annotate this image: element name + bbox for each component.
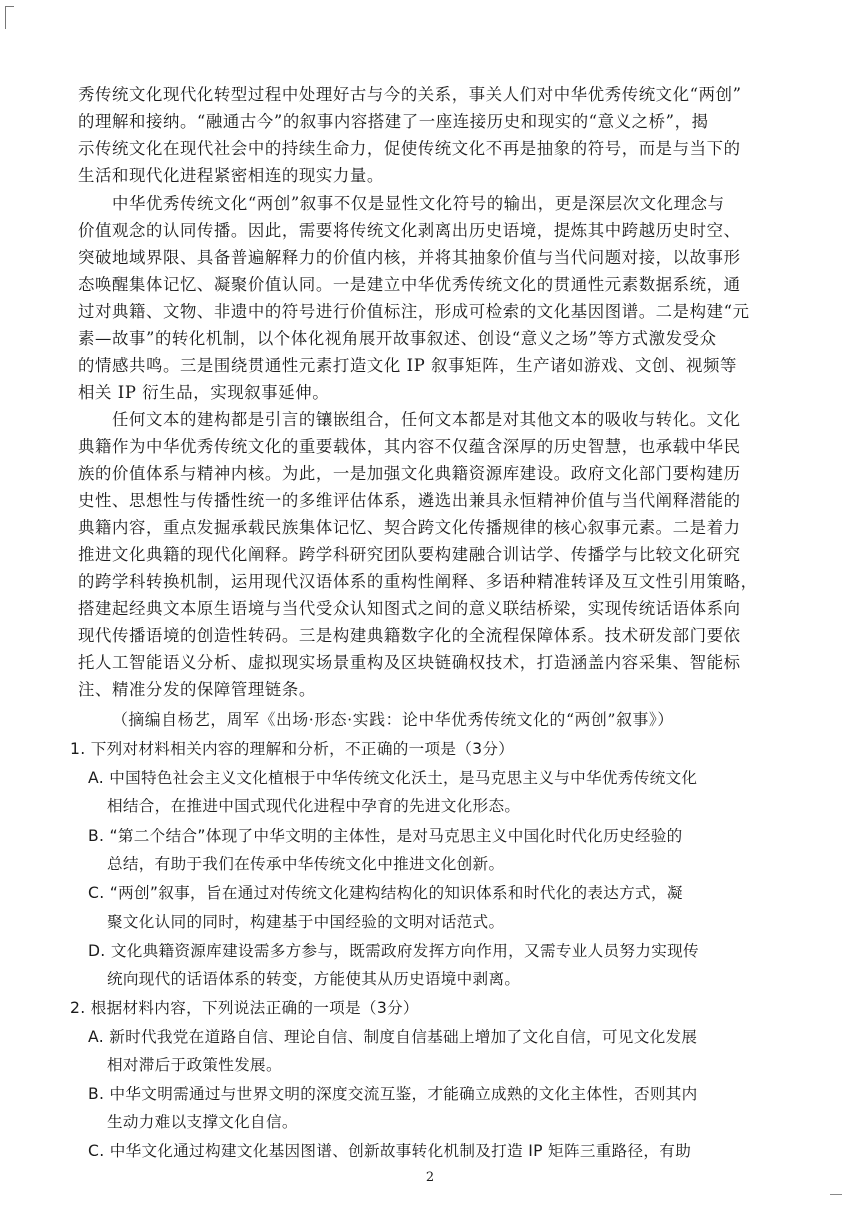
- passage-line: 态唤醒集体记忆、凝聚价值认同。一是建立中华优秀传统文化的贯通性元素数据系统，通: [78, 275, 741, 294]
- passage-line: 的跨学科转换机制，运用现代汉语体系的重构性阐释、多语种精准转译及互文性引用策略，: [78, 572, 758, 591]
- question-stem: 2. 根据材料内容，下列说法正确的一项是（3分）: [70, 999, 419, 1017]
- passage-line: 的理解和接纳。“融通古今”的叙事内容搭建了一座连接历史和现实的“意义之桥”，揭: [78, 112, 709, 131]
- passage-line: 价值观念的认同传播。因此，需要将传统文化剥离出历史语境，提炼其中跨越历史时空、: [78, 221, 741, 240]
- option-a-cont: 相结合，在推进中国式现代化进程中孕育的先进文化形态。: [107, 797, 521, 815]
- passage-line: 史性、思想性与传播性统一的多维评估体系，遴选出兼具永恒精神价值与当代阐释潜能的: [78, 491, 741, 510]
- passage-line: 托人工智能语义分析、虚拟现实场景重构及区块链确权技术，打造涵盖内容采集、智能标: [78, 653, 741, 672]
- passage-line: 典籍作为中华优秀传统文化的重要载体，其内容不仅蕴含深厚的历史智慧，也承载中华民: [78, 437, 741, 456]
- passage-line: 推进文化典籍的现代化阐释。跨学科研究团队要构建融合训诂学、传播学与比较文化研究: [78, 545, 741, 564]
- option-c: C. “两创”叙事，旨在通过对传统文化建构结构化的知识体系和时代化的表达方式，凝: [88, 884, 683, 902]
- scan-edge-mark: [830, 1194, 842, 1195]
- passage-line: 典籍内容，重点发掘承载民族集体记忆、契合跨文化传播规律的核心叙事元素。二是着力: [78, 518, 741, 537]
- option-c-cont: 聚文化认同的同时，构建基于中国经验的文明对话范式。: [107, 913, 505, 931]
- option-a: A. 新时代我党在道路自信、理论自信、制度自信基础上增加了文化自信，可见文化发展: [88, 1028, 698, 1046]
- option-d-cont: 统向现代的话语体系的转变，方能使其从历史语境中剥离。: [107, 970, 521, 988]
- passage-line: 秀传统文化现代化转型过程中处理好古与今的关系，事关人们对中华优秀传统文化“两创”: [78, 85, 742, 104]
- passage-line: 任何文本的建构都是引言的镶嵌组合，任何文本都是对其他文本的吸收与转化。文化: [112, 410, 741, 429]
- passage-line: 生活和现代化进程紧密相连的现实力量。: [78, 166, 384, 185]
- option-b-cont: 生动力难以支撑文化自信。: [107, 1113, 298, 1131]
- passage-line: 素—故事”的转化机制，以个体化视角展开故事叙述、创设“意义之场”等方式激发受众: [78, 329, 717, 348]
- passage-line: 搭建起经典文本原生语境与当代受众认知图式之间的意义联结桥梁，实现传统话语体系向: [78, 599, 741, 618]
- passage-source: （摘编自杨艺，周军《出场·形态·实践：论中华优秀传统文化的“两创”叙事》）: [112, 710, 674, 729]
- passage-line: 的情感共鸣。三是围绕贯通性元素打造文化 IP 叙事矩阵，生产诸如游戏、文创、视频等: [78, 356, 737, 375]
- passage-line: 注、精准分发的保障管理链条。: [78, 680, 316, 699]
- page-number: 2: [425, 1170, 435, 1185]
- option-b: B. “第二个结合”体现了中华文明的主体性，是对马克思主义中国化时代化历史经验的: [88, 827, 683, 845]
- option-d: D. 文化典籍资源库建设需多方参与，既需政府发挥方向作用，又需专业人员努力实现传: [88, 942, 699, 960]
- passage-line: 示传统文化在现代社会中的持续生命力，促使传统文化不再是抽象的符号，而是与当下的: [78, 139, 741, 158]
- scan-corner-mark: [5, 6, 14, 29]
- option-b-cont: 总结，有助于我们在传承中华传统文化中推进文化创新。: [107, 855, 505, 873]
- passage-line: 中华优秀传统文化“两创”叙事不仅是显性文化符号的输出，更是深层次文化理念与: [112, 194, 725, 213]
- passage-line: 族的价值体系与精神内核。为此，一是加强文化典籍资源库建设。政府文化部门要构建历: [78, 464, 741, 483]
- option-c: C. 中华文化通过构建文化基因图谱、创新故事转化机制及打造 IP 矩阵三重路径，有助: [88, 1142, 692, 1160]
- option-b: B. 中华文明需通过与世界文明的深度交流互鉴，才能确立成熟的文化主体性，否则其内: [88, 1085, 698, 1103]
- passage-line: 突破地域界限、具备普遍解释力的价值内核，并将其抽象价值与当代问题对接，以故事形: [78, 248, 741, 267]
- passage-line: 过对典籍、文物、非遗中的符号进行价值标注，形成可检索的文化基因图谱。二是构建“元: [78, 302, 750, 321]
- passage-line: 现代传播语境的创造性转码。三是构建典籍数字化的全流程保障体系。技术研发部门要依: [78, 626, 741, 645]
- passage-line: 相关 IP 衍生品，实现叙事延伸。: [78, 383, 330, 402]
- question-stem: 1. 下列对材料相关内容的理解和分析，不正确的一项是（3分）: [70, 740, 515, 758]
- option-a: A. 中国特色社会主义文化植根于中华传统文化沃土，是马克思主义与中华优秀传统文化: [88, 769, 698, 787]
- option-a-cont: 相对滞后于政策性发展。: [107, 1056, 282, 1074]
